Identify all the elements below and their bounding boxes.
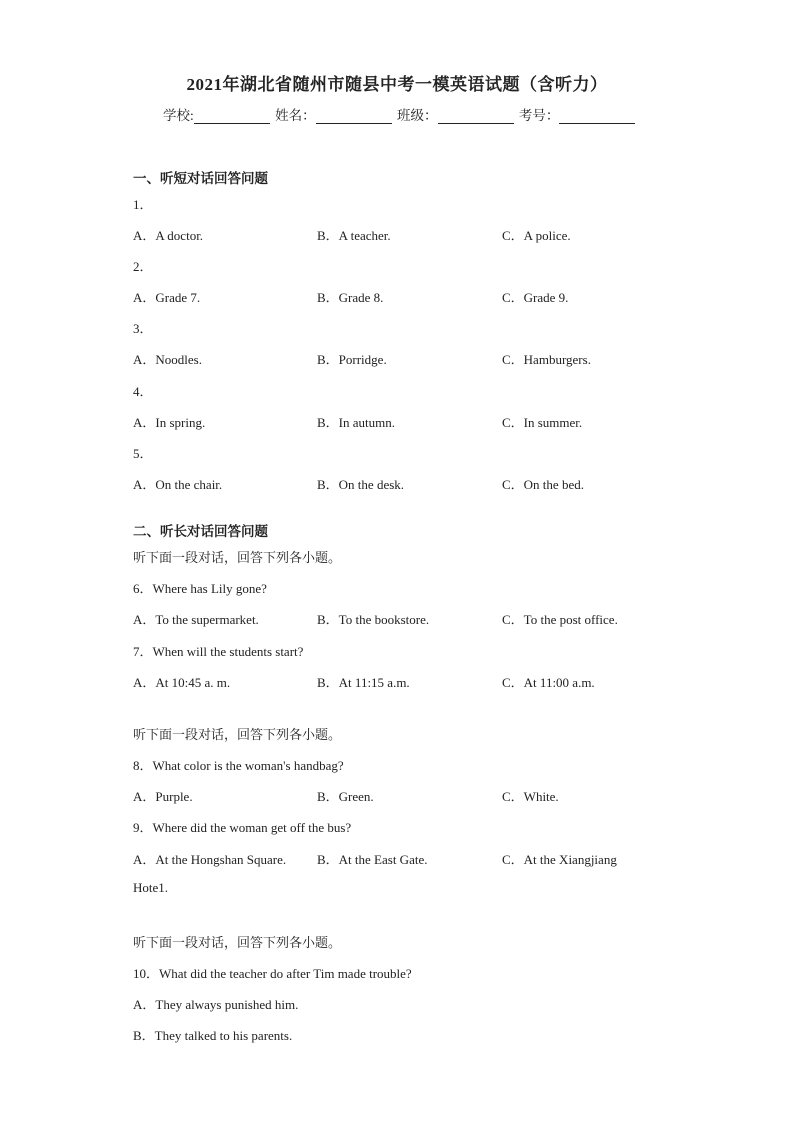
school-label: 学校: [163, 108, 194, 123]
q8-option-a: A．Purple. [133, 789, 193, 804]
question-6: 6．Where has Lily gone? [133, 581, 267, 596]
question-7: 7．When will the students start? [133, 644, 304, 659]
q9-option-c: C．At the Xiangjiang [502, 852, 617, 867]
section-heading-2: 二、听长对话回答问题 [133, 524, 268, 539]
q3-option-a: A．Noodles. [133, 352, 202, 367]
class-blank[interactable] [438, 109, 514, 124]
school-blank[interactable] [194, 109, 270, 124]
q9-option-c-continued: Hote1. [133, 880, 169, 895]
q9-option-b: B．At the East Gate. [317, 852, 428, 867]
q6-option-b: B．To the bookstore. [317, 612, 430, 627]
listening-intro-1: 听下面一段对话，回答下列各小题。 [133, 550, 342, 565]
q6-option-a: A．To the supermarket. [133, 612, 259, 627]
name-label: 姓名： [275, 108, 316, 123]
q10-option-a: A．They always punished him. [133, 997, 299, 1012]
name-blank[interactable] [316, 109, 392, 124]
number-blank[interactable] [559, 109, 635, 124]
q8-option-c: C．White. [502, 789, 559, 804]
q8-option-b: B．Green. [317, 789, 374, 804]
question-9: 9．Where did the woman get off the bus? [133, 820, 352, 835]
section-heading-1: 一、听短对话回答问题 [133, 171, 268, 186]
q1-option-a: A．A doctor. [133, 228, 204, 243]
q2-option-a: A．Grade 7. [133, 290, 201, 305]
q10-option-b: B．They talked to his parents. [133, 1028, 293, 1043]
q7-option-c: C．At 11:00 a.m. [502, 675, 595, 690]
q1-option-c: C．A police. [502, 228, 571, 243]
q9-option-a: A．At the Hongshan Square. [133, 852, 287, 867]
question-8: 8．What color is the woman's handbag? [133, 758, 344, 773]
listening-intro-2: 听下面一段对话，回答下列各小题。 [133, 727, 342, 742]
question-4: 4． [133, 384, 153, 399]
question-10: 10．What did the teacher do after Tim made trouble? [133, 966, 412, 981]
q5-option-c: C．On the bed. [502, 477, 584, 492]
number-label: 考号： [518, 108, 560, 123]
q1-option-b: B．A teacher. [317, 228, 391, 243]
listening-intro-3: 听下面一段对话，回答下列各小题。 [133, 935, 342, 950]
q4-option-a: A．In spring. [133, 415, 206, 430]
q2-option-c: C．Grade 9. [502, 290, 569, 305]
question-5: 5． [133, 446, 153, 461]
q6-option-c: C．To the post office. [502, 612, 618, 627]
question-1: 1． [133, 197, 153, 212]
q7-option-b: B．At 11:15 a.m. [317, 675, 410, 690]
q2-option-b: B．Grade 8. [317, 290, 384, 305]
q4-option-b: B．In autumn. [317, 415, 395, 430]
class-label: 班级： [397, 108, 438, 123]
question-3: 3． [133, 321, 153, 336]
q7-option-a: A．At 10:45 a. m. [133, 675, 231, 690]
q3-option-b: B．Porridge. [317, 352, 387, 367]
question-2: 2． [133, 259, 153, 274]
q5-option-b: B．On the desk. [317, 477, 405, 492]
q3-option-c: C．Hamburgers. [502, 352, 591, 367]
student-info-line [163, 104, 637, 124]
q4-option-c: C．In summer. [502, 415, 583, 430]
q5-option-a: A．On the chair. [133, 477, 223, 492]
page-title: 2021年湖北省随州市随县中考一模英语试题（含听力） [186, 75, 608, 94]
